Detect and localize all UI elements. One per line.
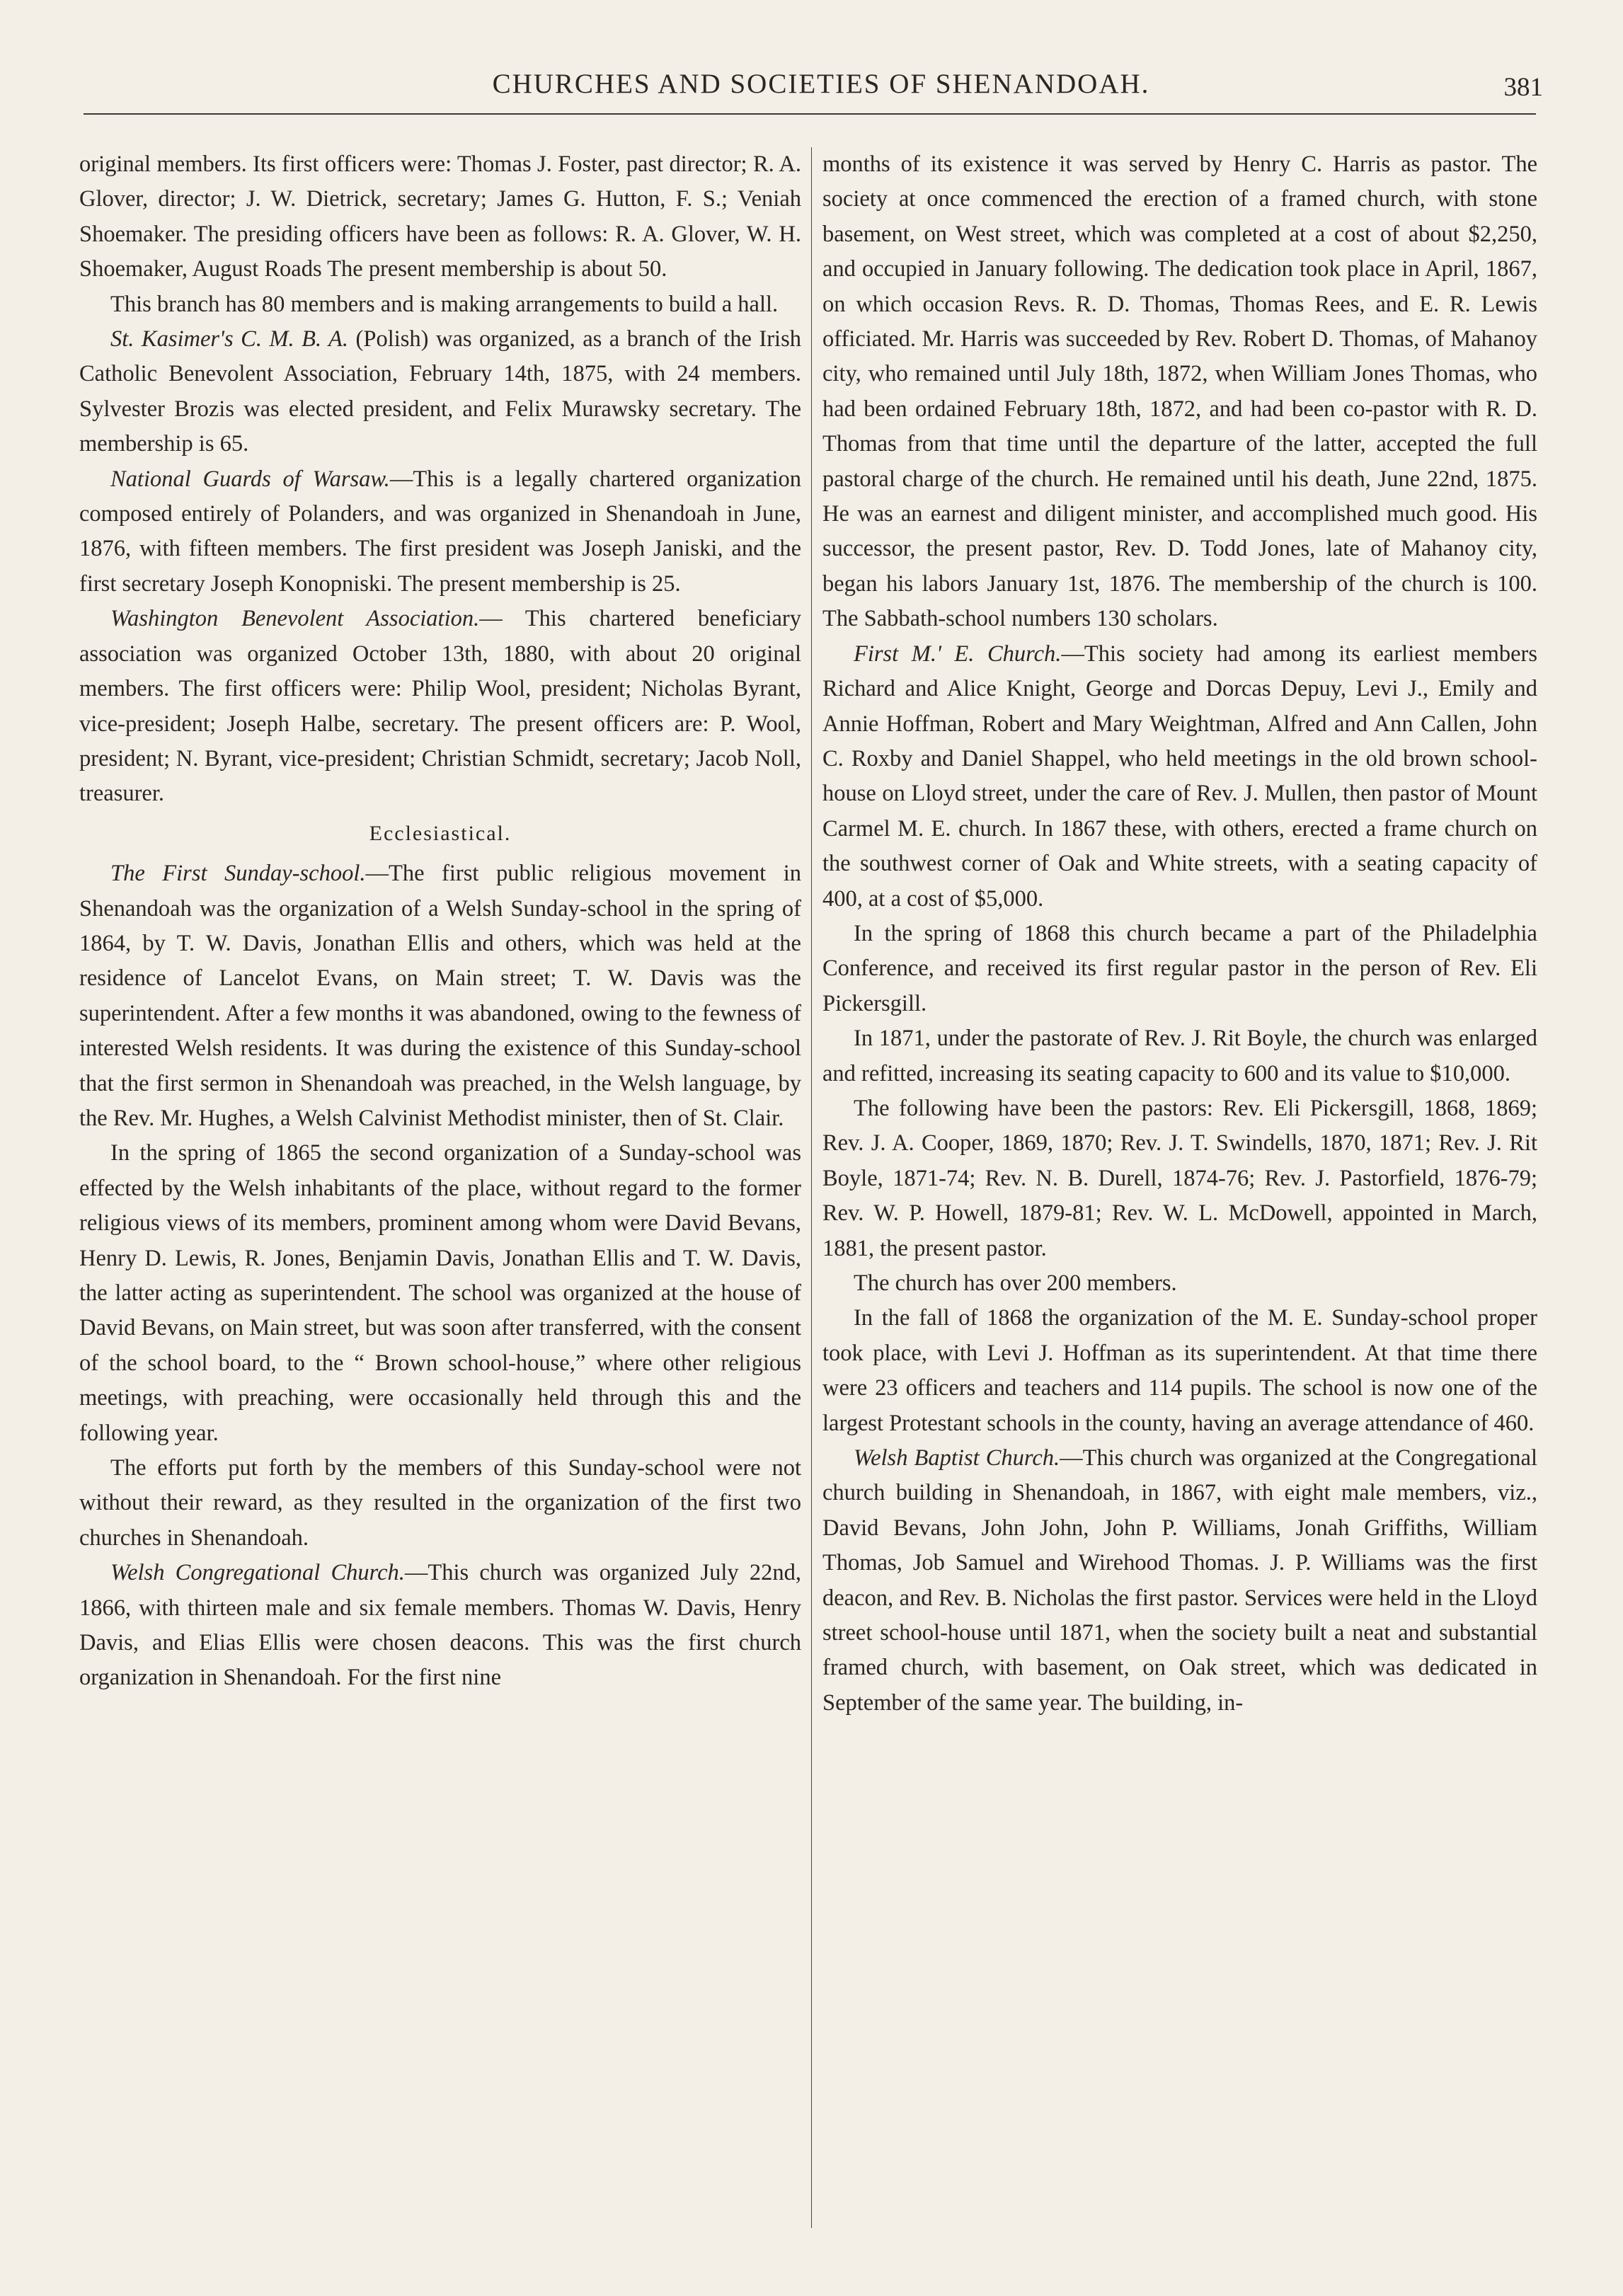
paragraph (79, 1556, 801, 1696)
entry-title: Washington Benevolent Association. (110, 606, 480, 632)
running-title: CHURCHES AND SOCIETIES OF SHENANDOAH. (492, 69, 1150, 99)
left-column (79, 147, 801, 1696)
entry-title: First M.' E. Church. (854, 641, 1062, 667)
entry-title: St. Kasimer's C. M. B. A. (110, 326, 349, 352)
paragraph (79, 462, 801, 602)
right-column (822, 147, 1537, 1721)
paragraph: In 1871, under the pastorate of Rev. J. Rit Boyle, the church was enlarged and refitted, increasing its seating capacity to 600 and its value to $10,000. (822, 1026, 1537, 1086)
entry-text: (Polish) was organized, as a branch of the Irish Catholic Benevolent Association, February 14th, 1875, with 24 members. Sylvester Brozis was elected president, and Felix Murawsky secretary. The membership is 65. (79, 326, 801, 457)
paragraph: In the spring of 1868 this church became a part of the Philadelphia Conference, and received its first regular pastor in the person of Rev. Eli Pickersgill. (822, 920, 1537, 1016)
section-heading: Ecclesiastical. (369, 821, 512, 845)
paragraph (79, 856, 801, 1136)
header-rule (84, 113, 1536, 115)
entry-text: —The first public religious movement in Shenandoah was the organization of a Welsh Sunday-school in the spring of 1864, by T. W. Davis, Jonathan Ellis and others, which was held at the residence of Lancelot Evans, on Main street; T. W. Davis was the superintendent. After a few months it was abandoned, owing to the fewness of interested Welsh residents. It was during the existence of this Sunday-school that the first sermon in Shenandoah was preached, in the Welsh language, by the Rev. Mr. Hughes, a Welsh Calvinist Methodist minister, then of St. Clair. (79, 861, 801, 1131)
paragraph: The following have been the pastors: Rev. Eli Pickersgill, 1868, 1869; Rev. J. A. Cooper, 1869, 1870; Rev. J. T. Swindells, 1870, 1871; Rev. J. Rit Boyle, 1871-74; Rev. N. B. Durell, 1874-76; Rev. J. Pastorfield, 1876-79; Rev. W. P. Howell, 1879-81; Rev. W. L. McDowell, appointed in March, 1881, the present pastor. (822, 1095, 1537, 1261)
paragraph (822, 1441, 1537, 1721)
entry-text: —This church was organized at the Congregational church building in Shenandoah, in 1867, with eight male members, viz., David Bevans, John John, John P. Williams, Jonah Griffiths, William Thomas, Job Samuel and Wirehood Thomas. J. P. Williams was the first deacon, and Rev. B. Nicholas the first pastor. Services were held in the Lloyd street school-house until 1871, when the society built a neat and substantial framed church, with basement, on Oak street, which was dedicated in September of the same year. The building, in- (822, 1445, 1538, 1716)
paragraph: In the fall of 1868 the organization of the M. E. Sunday-school proper took place, with Levi J. Hoffman as its superintendent. At that time there were 23 officers and teachers and 114 pupils. The school is now one of the largest Protestant schools in the county, having an average attendance of 460. (822, 1305, 1537, 1436)
entry-text: —This society had among its earliest members Richard and Alice Knight, George and Dorcas Depuy, Levi J., Emily and Annie Hoffman, Robert and Mary Weightman, Alfred and Ann Callen, John C. Roxby and Daniel Shappel, who held meetings in the old brown school-house on Lloyd street, under the care of Rev. J. Mullen, then pastor of Mount Carmel M. E. church. In 1867 these, with others, erected a frame church on the southwest corner of Oak and White streets, with a seating capacity of 400, at a cost of $5,000. (822, 641, 1537, 912)
entry-text: —This is a legally chartered organization composed entirely of Polanders, and was organized in Shenandoah in June, 1876, with fifteen members. The first president was Joseph Janiski, and the first secretary Joseph Konopniski. The present membership is 25. (79, 466, 801, 597)
paragraph (822, 637, 1537, 917)
column-divider (811, 147, 812, 2228)
paragraph: original members. Its first officers were: Thomas J. Foster, past director; R. A. Glover, director; J. W. Dietrick, secretary; James G. Hutton, F. S.; Veniah Shoemaker. The presiding officers have been as follows: R. A. Glover, W. H. Shoemaker, August Roads The present membership is about 50. (79, 151, 801, 282)
paragraph: months of its existence it was served by Henry C. Harris as pastor. The society at once commenced the erection of a framed church, with stone basement, on West street, which was completed at a cost of about $2,250, and occupied in January following. The dedication took place in April, 1867, on which occasion Revs. R. D. Thomas, Thomas Rees, and E. R. Lewis officiated. Mr. Harris was succeeded by Rev. Robert D. Thomas, of Mahanoy city, who remained until July 18th, 1872, when William Jones Thomas, who had been ordained February 18th, 1872, and had been co-pastor with R. D. Thomas from that time until the departure of the latter, accepted the full pastoral charge of the church. He remained until his death, June 22nd, 1875. He was an earnest and diligent minister, and accomplished much good. His successor, the present pastor, Rev. D. Todd Jones, late of Mahanoy city, began his labors January 1st, 1876. The membership of the church is 100. The Sabbath-school numbers 130 scholars. (822, 151, 1537, 632)
entry-text: — This chartered beneficiary association was organized October 13th, 1880, with about 20 original members. The first officers were: Philip Wool, president; Nicholas Byrant, vice-president; Joseph Halbe, secretary. The present officers are: P. Wool, president; N. Byrant, vice-president; Christian Schmidt, secretary; Jacob Noll, treasurer. (79, 606, 802, 807)
entry-title: Welsh Baptist Church. (854, 1445, 1060, 1471)
paragraph (79, 322, 801, 462)
paragraph: The efforts put forth by the members of this Sunday-school were not without their reward, as they resulted in the organization of the first two churches in Shenandoah. (79, 1455, 801, 1551)
page-number: 381 (1503, 73, 1543, 102)
paragraph: In the spring of 1865 the second organization of a Sunday-school was effected by the Welsh inhabitants of the place, without regard to the former religious views of its members, prominent among whom were David Bevans, Henry D. Lewis, R. Jones, Benjamin Davis, Jonathan Ellis and T. W. Davis, the latter acting as superintendent. The school was organized at the house of David Bevans, on Main street, but was soon after transferred, with the consent of the school board, to the “ Brown school-house,” where other religious meetings, with preaching, were occasionally held through this and the following year. (79, 1140, 801, 1446)
paragraph: This branch has 80 members and is making arrangements to build a hall. (110, 291, 779, 317)
running-header (85, 68, 1557, 110)
paragraph (79, 602, 801, 811)
entry-title: National Guards of Warsaw. (110, 466, 390, 492)
paragraph: The church has over 200 members. (854, 1270, 1177, 1296)
entry-title: Welsh Congregational Church. (110, 1560, 405, 1586)
entry-text: —This church was organized July 22nd, 1866, with thirteen male and six female members. Thomas W. Davis, Henry Davis, and Elias Ellis were chosen deacons. This was the first church organization in Shenandoah. For the first nine (79, 1560, 801, 1691)
entry-title: The First Sunday-school. (110, 861, 366, 887)
